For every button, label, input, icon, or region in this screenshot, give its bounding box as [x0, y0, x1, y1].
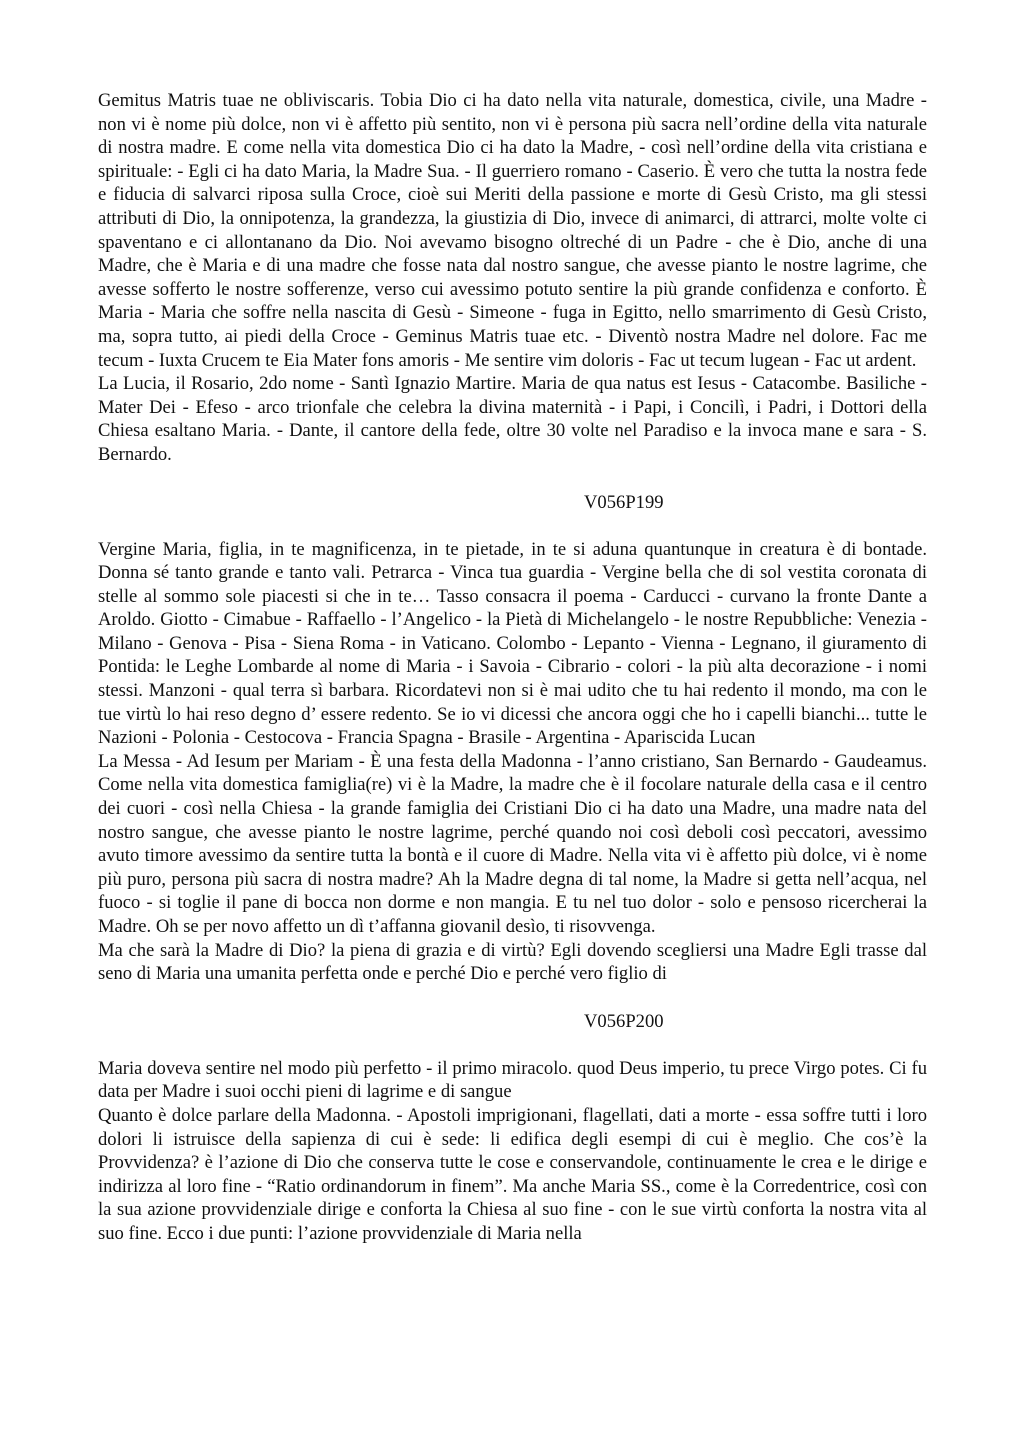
paragraph-madre-di-dio: Ma che sarà la Madre di Dio? la piena di grazia e di virtù? Egli dovendo scegliersi una Madre Egli trasse dal seno di Maria una umanita perfetta onde e perché Dio e perché vero figlio di: [98, 939, 927, 985]
paragraph-primo-miracolo: Maria doveva sentire nel modo più perfetto - il primo miracolo. quod Deus imperio, tu prece Virgo potes. Ci fu data per Madre i suoi occhi pieni di lagrime e di sangue: [98, 1057, 927, 1103]
paragraph-la-lucia: La Lucia, il Rosario, 2do nome - Santì Ignazio Martire. Maria de qua natus est Iesus - Catacombe. Basiliche - Mater Dei - Efeso - arco trionfale che celebra la divina maternità - i Papi, i Concilì, i Padri, i Dottori della Chiesa esaltano Maria. - Dante, il cantore della fede, oltre 30 volte nel Paradiso e la invoca mane e sara - S. Bernardo.: [98, 373, 927, 465]
document-page: [98, 89, 927, 1246]
page-reference-v056p200: V056P200: [584, 1010, 664, 1032]
page-reference-v056p199: V056P199: [584, 491, 664, 513]
paragraph-la-messa: La Messa - Ad Iesum per Mariam - È una festa della Madonna - l’anno cristiano, San Bernardo - Gaudeamus. Come nella vita domestica famiglia(re) vi è la Madre, la madre che è il focolare naturale della casa e il centro dei cuori - così nella Chiesa - la grande famiglia dei Cristiani Dio ci ha dato una Madre, una madre nata del nostro sangue, che avesse pianto le nostre lagrime, perché quando noi così deboli così peccatori, avessimo avuto timore avessimo da sentire tutta la bontà e il cuore di Madre. Nella vita vi è affetto più dolce, vi è nome più puro, persona più sacra di nostra madre? Ah la Madre degna di tal nome, la Madre si getta nell’acqua, nel fuoco - si toglie il pane di bocca non dorme e non mangia. E tu nel tuo dolor - solo e pensoso ricercherai la Madre. Oh se per novo affetto un dì t’affanna giovanil desìo, ti risovvenga.: [98, 750, 927, 937]
paragraph-vergine-maria: Vergine Maria, figlia, in te magnificenza, in te pietade, in te si aduna quantunque in creatura è di bontade. Donna sé tanto grande e tanto vali. Petrarca - Vinca tua guardia - Vergine bella che di sol vestita coronata di stelle al sommo sole piacesti si che in te… Tasso consacra il poema - Carducci - curvano la fronte Dante a Aroldo. Giotto - Cimabue - Raffaello - l’Angelico - la Pietà di Michelangelo - le nostre Repubbliche: Venezia - Milano - Genova - Pisa - Siena Roma - in Vaticano. Colombo - Lepanto - Vienna - Legnano, il giuramento di Pontida: le Leghe Lombarde al nome di Maria - i Savoia - Cibrario - colori - la più alta decorazione - i nomi stessi. Manzoni - qual terra sì barbara. Ricordatevi non si è mai udito che tu hai redento il mondo, ma con le tue virtù lo hai reso degno d’ essere redento. Se io vi dicessi che ancora oggi che ho i capelli bianchi... tutte le Nazioni - Polonia - Cestocova - Francia Spagna - Brasile - Argentina - Apariscida Lucan: [98, 538, 927, 749]
paragraph-gemitus: Gemitus Matris tuae ne obliviscaris. Tobia Dio ci ha dato nella vita naturale, domestica, civile, una Madre - non vi è nome più dolce, non vi è affetto più sentito, non vi è persona più sacra nell’ordine della vita naturale di nostra madre. E come nella vita domestica Dio ci ha dato la Madre, - così nell’ordine della vita cristiana e spirituale: - Egli ci ha dato Maria, la Madre Sua. - Il guerriero romano - Caserio. È vero che tutta la nostra fede e fiducia di salvarci riposa sulla Croce, cioè sui Meriti della passione e morte di Gesù Cristo, ma gli stessi attributi di Dio, la onnipotenza, la grandezza, la giustizia di Dio, invece di animarci, di attrarci, molte volte ci spaventano e ci allontanano da Dio. Noi avevamo bisogno oltreché di un Padre - che è Dio, anche di una Madre, che è Maria e di una madre che fosse nata dal nostro sangue, che avesse pianto le nostre lagrime, che avesse sofferto le nostre sofferenze, verso cui avessimo potuto sentire la più grande confidenza e conforto. È Maria - Maria che soffre nella nascita di Gesù - Simeone - fuga in Egitto, nello smarrimento di Gesù Cristo, ma, sopra tutto, ai piedi della Croce - Geminus Matris tuae etc. - Diventò nostra Madre nel dolore. Fac me tecum - Iuxta Crucem te Eia Mater fons amoris - Me sentire vim doloris - Fac ut tecum lugean - Fac ut ardent.: [98, 90, 927, 371]
paragraph-quanto-e-dolce: Quanto è dolce parlare della Madonna. - Apostoli imprigionani, flagellati, dati a morte - essa soffre tutti i loro dolori li istruisce della sapienza di cui è sede: li edifica degli esempi di cui è meglio. Che cos’è la Provvidenza? è l’azione di Dio che conserva tutte le cose e conservandole, continuamente le crea e le dirige e indirizza al loro fine - “Ratio ordinandorum in finem”. Ma anche Maria SS., come è la Corredentrice, così con la sua azione provvidenziale dirige e conforta la Chiesa al suo fine - con le sue virtù conforta la nostra vita al suo fine. Ecco i due punti: l’azione provvidenziale di Maria nella: [98, 1104, 927, 1244]
